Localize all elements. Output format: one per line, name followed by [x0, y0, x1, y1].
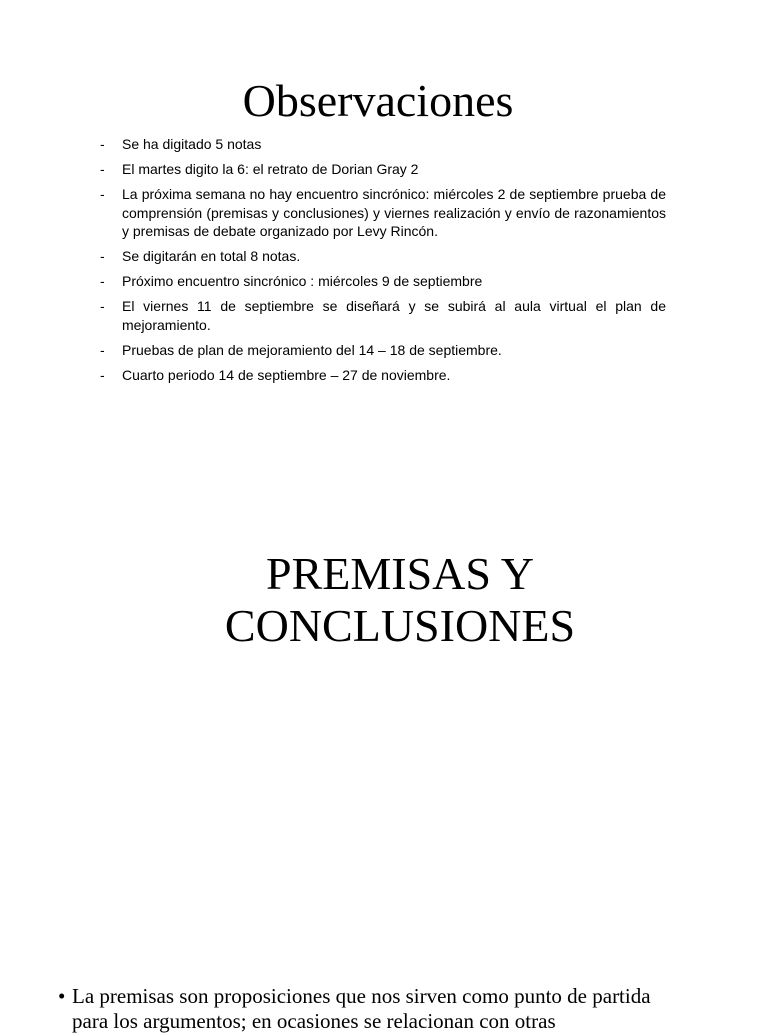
- dash-bullet: -: [100, 248, 105, 264]
- definition-line2: para los argumentos; en ocasiones se relacionan con otras: [72, 1009, 556, 1033]
- premisas-title: [190, 548, 610, 652]
- definition-line1: La premisas son proposiciones que nos sirven como punto de partida: [72, 984, 651, 1008]
- list-item: [100, 272, 666, 291]
- list-item-text: La próxima semana no hay encuentro sincrónico: miércoles 2 de septiembre prueba de comprensión (premisas y conclusiones) y viernes realización y envío de razonamientos y premisas de debate organizado por Levy Rincón.: [122, 186, 666, 239]
- premisas-title-line2: CONCLUSIONES: [224, 600, 576, 651]
- premisas-title-line1: PREMISAS Y: [266, 548, 534, 599]
- list-item: [100, 297, 666, 334]
- list-item-text: Cuarto periodo 14 de septiembre – 27 de noviembre.: [122, 366, 451, 383]
- observaciones-list: [100, 135, 666, 391]
- premisas-definition: [58, 984, 758, 1034]
- list-item-text: Se digitarán en total 8 notas.: [122, 248, 301, 264]
- list-item: [100, 341, 666, 360]
- dash-bullet: -: [100, 366, 105, 383]
- dash-bullet: -: [100, 161, 105, 177]
- dash-bullet: -: [100, 298, 105, 314]
- list-item-text: El viernes 11 de septiembre se diseñará y se subirá al aula virtual el plan de mejoramiento.: [122, 298, 666, 333]
- list-item: [100, 160, 666, 179]
- dash-bullet: -: [100, 341, 105, 358]
- observaciones-title: Observaciones: [242, 75, 514, 126]
- list-item: [100, 185, 666, 241]
- list-item: [100, 247, 666, 266]
- dash-bullet: -: [100, 273, 105, 289]
- list-item: [100, 366, 666, 385]
- list-item: [100, 135, 666, 154]
- list-item-text: Próximo encuentro sincrónico : miércoles 9 de septiembre: [122, 273, 483, 289]
- dash-bullet: -: [100, 186, 105, 202]
- bullet-icon: •: [58, 984, 66, 1008]
- list-item-text: El martes digito la 6: el retrato de Dorian Gray 2: [122, 161, 419, 177]
- list-item-text: Se ha digitado 5 notas: [122, 136, 262, 152]
- dash-bullet: -: [100, 136, 105, 152]
- list-item-text: Pruebas de plan de mejoramiento del 14 – 18 de septiembre.: [122, 341, 502, 358]
